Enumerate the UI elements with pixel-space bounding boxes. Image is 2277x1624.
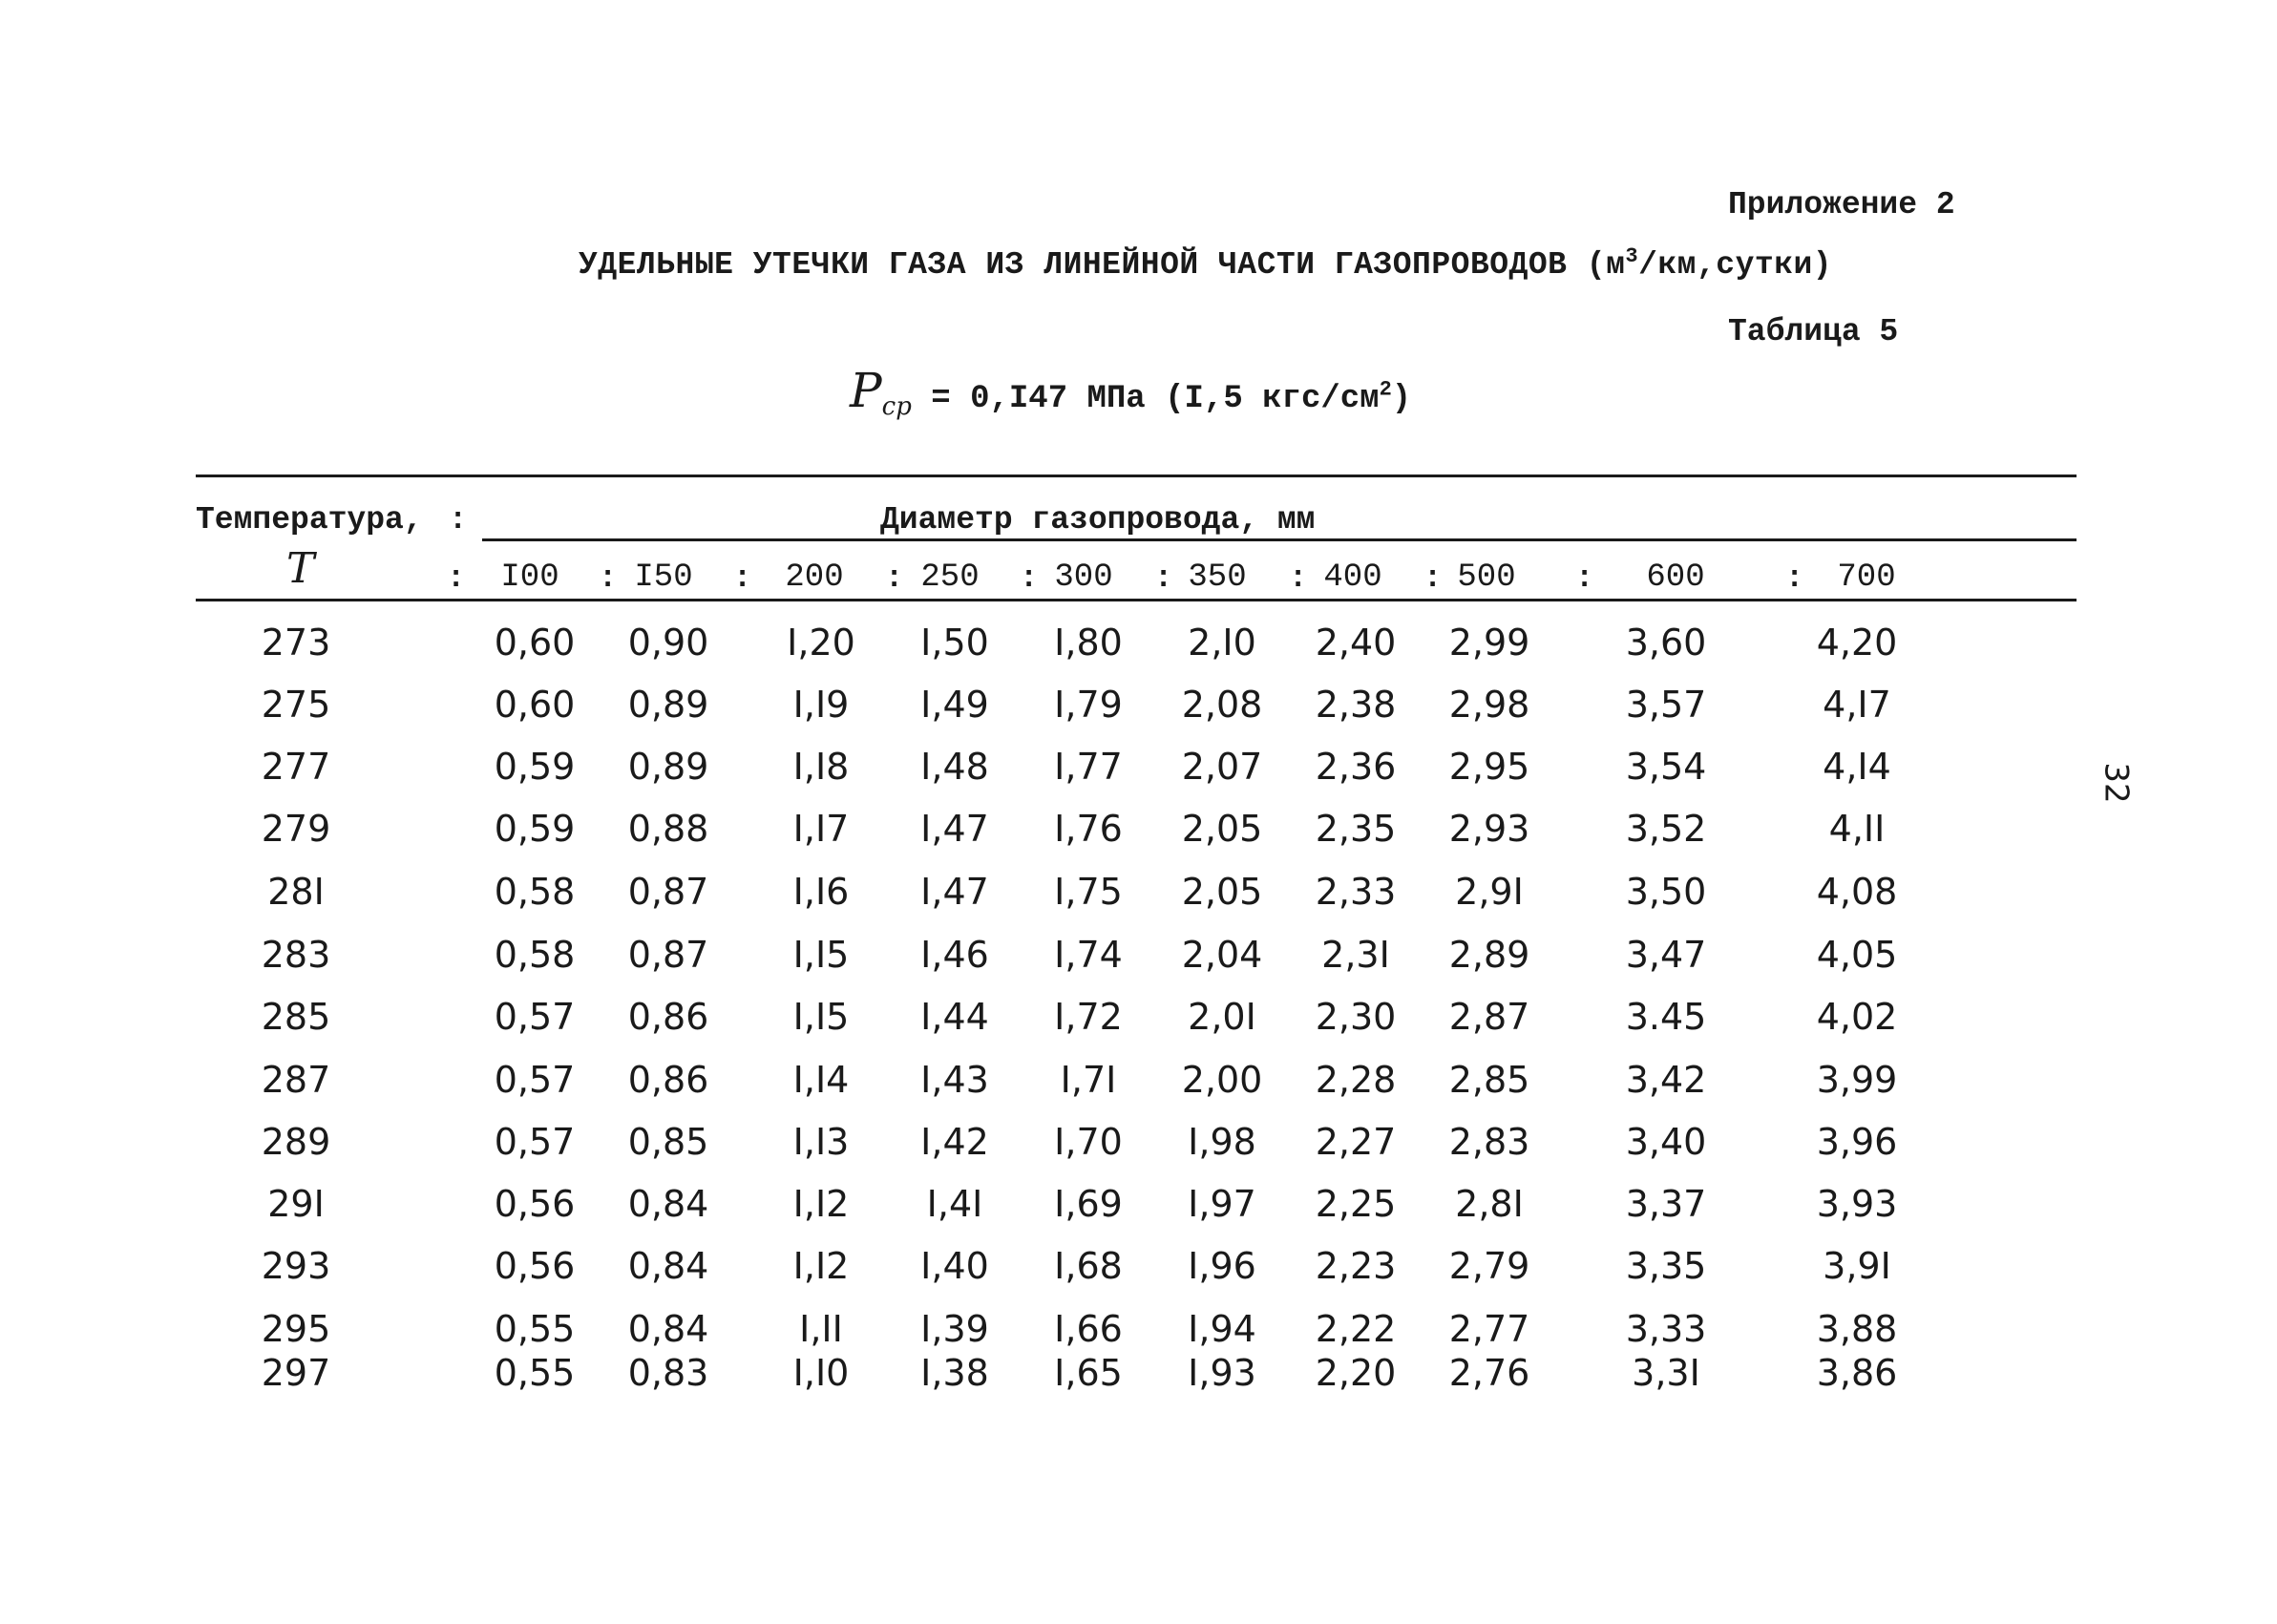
column-separator: :: [1785, 560, 1804, 596]
value-cell-d500: 2,93: [1448, 808, 1530, 850]
value-cell-d300: I,80: [1054, 622, 1123, 664]
value-cell-d350: 2,05: [1181, 808, 1263, 850]
column-header-700: 700: [1837, 559, 1896, 596]
value-cell-dI50: 0,90: [627, 622, 709, 664]
temperature-cell: 285: [261, 996, 331, 1038]
table-row: [0, 934, 2277, 981]
title-main: УДЕЛЬНЫЕ УТЕЧКИ ГАЗА ИЗ ЛИНЕЙНОЙ ЧАСТИ ГАЗОПРОВОДОВ (м: [579, 247, 1626, 283]
value-cell-dI50: 0,89: [627, 746, 709, 788]
value-cell-d350: I,94: [1188, 1308, 1256, 1350]
value-cell-d250: I,50: [920, 622, 989, 664]
pressure-superscript: 2: [1379, 377, 1392, 402]
document-title: [579, 244, 1832, 283]
value-cell-d600: 3,40: [1625, 1121, 1707, 1163]
value-cell-d250: I,40: [920, 1245, 989, 1287]
value-cell-d300: I,72: [1054, 996, 1123, 1038]
value-cell-d250: I,48: [920, 746, 989, 788]
value-cell-d200: I,I4: [792, 1059, 850, 1101]
pressure-subscript: ср: [881, 391, 912, 421]
value-cell-d500: 2,95: [1448, 746, 1530, 788]
temperature-cell: 283: [261, 934, 331, 976]
value-cell-d700: 3,88: [1816, 1308, 1898, 1350]
value-cell-d200: I,I5: [792, 934, 850, 976]
value-cell-dI00: 0,59: [494, 746, 576, 788]
table-row: [0, 871, 2277, 918]
value-cell-d700: 3,96: [1816, 1121, 1898, 1163]
value-cell-d250: I,49: [920, 684, 989, 726]
diameter-underline-rule: [482, 538, 2077, 541]
column-header-400: 400: [1323, 559, 1382, 596]
table-row: [0, 622, 2277, 669]
value-cell-d600: 3,33: [1625, 1308, 1707, 1350]
pressure-symbol: P: [850, 363, 882, 418]
table-row: [0, 1059, 2277, 1107]
value-cell-d500: 2,98: [1448, 684, 1530, 726]
value-cell-d350: I,96: [1188, 1245, 1256, 1287]
value-cell-d200: I,I5: [792, 996, 850, 1038]
temperature-cell: 279: [261, 808, 331, 850]
value-cell-dI00: 0,59: [494, 808, 576, 850]
temperature-cell: 293: [261, 1245, 331, 1287]
value-cell-d700: 3,99: [1816, 1059, 1898, 1101]
value-cell-dI50: 0,88: [627, 808, 709, 850]
value-cell-d350: 2,04: [1181, 934, 1263, 976]
value-cell-d350: 2,07: [1181, 746, 1263, 788]
value-cell-d200: I,I2: [792, 1245, 850, 1287]
value-cell-d600: 3,42: [1625, 1059, 1707, 1101]
value-cell-d350: 2,0I: [1188, 996, 1256, 1038]
table-row: [0, 1308, 2277, 1356]
value-cell-d500: 2,89: [1448, 934, 1530, 976]
temperature-symbol: T: [286, 544, 315, 593]
header-bottom-rule: [196, 599, 2077, 601]
table-row: [0, 1245, 2277, 1293]
table-label: Таблица 5: [1728, 314, 1899, 349]
table-row: [0, 1352, 2277, 1400]
temperature-cell: 287: [261, 1059, 331, 1101]
value-cell-d600: 3.45: [1625, 996, 1707, 1038]
value-cell-dI00: 0,56: [494, 1183, 576, 1225]
value-cell-d350: I,93: [1188, 1352, 1256, 1394]
value-cell-d500: 2,8I: [1455, 1183, 1524, 1225]
column-separator: :: [1289, 560, 1308, 596]
value-cell-dI50: 0,84: [627, 1183, 709, 1225]
value-cell-d500: 2,79: [1448, 1245, 1530, 1287]
table-row: [0, 808, 2277, 855]
value-cell-d400: 2,20: [1315, 1352, 1397, 1394]
value-cell-dI00: 0,56: [494, 1245, 576, 1287]
value-cell-d200: I,I8: [792, 746, 850, 788]
value-cell-d250: I,4I: [926, 1183, 983, 1225]
column-separator: :: [447, 560, 466, 596]
value-cell-d300: I,7I: [1060, 1059, 1117, 1101]
value-cell-dI00: 0,57: [494, 996, 576, 1038]
pressure-value: = 0,I47 МПа (I,5 кгс/см: [911, 381, 1380, 417]
value-cell-d600: 3,57: [1625, 684, 1707, 726]
value-cell-d300: I,74: [1054, 934, 1123, 976]
table-row: [0, 996, 2277, 1044]
temperature-cell: 273: [261, 622, 331, 664]
column-separator: :: [1154, 560, 1173, 596]
title-superscript: 3: [1625, 244, 1639, 268]
value-cell-d600: 3,37: [1625, 1183, 1707, 1225]
value-cell-d200: I,II: [799, 1308, 843, 1350]
value-cell-d250: I,43: [920, 1059, 989, 1101]
value-cell-d700: 3,86: [1816, 1352, 1898, 1394]
value-cell-d200: I,I2: [792, 1183, 850, 1225]
value-cell-d300: I,79: [1054, 684, 1123, 726]
value-cell-d400: 2,40: [1315, 622, 1397, 664]
value-cell-d600: 3,3I: [1632, 1352, 1700, 1394]
value-cell-d400: 2,36: [1315, 746, 1397, 788]
value-cell-d500: 2,83: [1448, 1121, 1530, 1163]
value-cell-d400: 2,35: [1315, 808, 1397, 850]
pressure-formula: [850, 363, 1411, 421]
value-cell-d700: 4,02: [1816, 996, 1898, 1038]
column-header-500: 500: [1457, 559, 1516, 596]
value-cell-d400: 2,25: [1315, 1183, 1397, 1225]
table-row: [0, 746, 2277, 793]
column-header-250: 250: [920, 559, 980, 596]
value-cell-d700: 4,08: [1816, 871, 1898, 913]
column-header-100: I00: [500, 559, 559, 596]
column-separator: :: [1020, 560, 1039, 596]
value-cell-d350: I,98: [1188, 1121, 1256, 1163]
value-cell-d250: I,46: [920, 934, 989, 976]
value-cell-d500: 2,87: [1448, 996, 1530, 1038]
pressure-tail: ): [1391, 381, 1412, 417]
value-cell-d700: 3,9I: [1823, 1245, 1891, 1287]
column-separator: :: [733, 560, 752, 596]
value-cell-d700: 4,05: [1816, 934, 1898, 976]
temperature-cell: 275: [261, 684, 331, 726]
value-cell-d350: 2,05: [1181, 871, 1263, 913]
column-separator: :: [1423, 560, 1443, 596]
value-cell-d700: 4,I7: [1823, 684, 1891, 726]
value-cell-d200: I,20: [787, 622, 855, 664]
column-separator: :: [885, 560, 904, 596]
title-tail: /км,сутки): [1638, 247, 1833, 283]
value-cell-d700: 3,93: [1816, 1183, 1898, 1225]
value-cell-dI00: 0,55: [494, 1352, 576, 1394]
column-header-350: 350: [1188, 559, 1247, 596]
value-cell-d400: 2,23: [1315, 1245, 1397, 1287]
page-number: 32: [2097, 762, 2136, 804]
value-cell-d200: I,I6: [792, 871, 850, 913]
value-cell-d300: I,70: [1054, 1121, 1123, 1163]
value-cell-dI50: 0,86: [627, 996, 709, 1038]
temperature-cell: 28I: [267, 871, 325, 913]
value-cell-dI50: 0,89: [627, 684, 709, 726]
value-cell-d500: 2,77: [1448, 1308, 1530, 1350]
value-cell-d350: 2,I0: [1188, 622, 1256, 664]
value-cell-d250: I,39: [920, 1308, 989, 1350]
value-cell-dI00: 0,55: [494, 1308, 576, 1350]
value-cell-d250: I,47: [920, 808, 989, 850]
value-cell-d250: I,47: [920, 871, 989, 913]
value-cell-d250: I,44: [920, 996, 989, 1038]
value-cell-dI00: 0,58: [494, 934, 576, 976]
value-cell-d700: 4,II: [1828, 808, 1886, 850]
column-header-200: 200: [785, 559, 844, 596]
value-cell-d300: I,66: [1054, 1308, 1123, 1350]
value-cell-d400: 2,22: [1315, 1308, 1397, 1350]
value-cell-d400: 2,28: [1315, 1059, 1397, 1101]
diameter-header: Диаметр газопровода, мм: [880, 502, 1316, 538]
value-cell-dI50: 0,85: [627, 1121, 709, 1163]
appendix-label: Приложение 2: [1728, 187, 1955, 222]
value-cell-d700: 4,20: [1816, 622, 1898, 664]
value-cell-dI00: 0,57: [494, 1059, 576, 1101]
temperature-header: Температура,: [196, 502, 423, 538]
temperature-cell: 295: [261, 1308, 331, 1350]
value-cell-d700: 4,I4: [1823, 746, 1891, 788]
value-cell-d200: I,I7: [792, 808, 850, 850]
value-cell-dI50: 0,86: [627, 1059, 709, 1101]
value-cell-d600: 3,52: [1625, 808, 1707, 850]
value-cell-dI50: 0,87: [627, 934, 709, 976]
value-cell-dI00: 0,60: [494, 622, 576, 664]
value-cell-dI50: 0,83: [627, 1352, 709, 1394]
value-cell-d500: 2,85: [1448, 1059, 1530, 1101]
column-separator: :: [599, 560, 618, 596]
column-separator: :: [1575, 560, 1594, 596]
value-cell-d250: I,42: [920, 1121, 989, 1163]
value-cell-d350: I,97: [1188, 1183, 1256, 1225]
value-cell-d400: 2,33: [1315, 871, 1397, 913]
value-cell-dI50: 0,84: [627, 1308, 709, 1350]
value-cell-d200: I,I0: [792, 1352, 850, 1394]
value-cell-d500: 2,76: [1448, 1352, 1530, 1394]
value-cell-d350: 2,00: [1181, 1059, 1263, 1101]
value-cell-dI00: 0,60: [494, 684, 576, 726]
value-cell-d400: 2,30: [1315, 996, 1397, 1038]
value-cell-dI00: 0,58: [494, 871, 576, 913]
temperature-cell: 297: [261, 1352, 331, 1394]
value-cell-d300: I,76: [1054, 808, 1123, 850]
value-cell-d200: I,I3: [792, 1121, 850, 1163]
value-cell-d500: 2,99: [1448, 622, 1530, 664]
table-top-rule: [196, 475, 2077, 477]
value-cell-d300: I,69: [1054, 1183, 1123, 1225]
value-cell-d600: 3,35: [1625, 1245, 1707, 1287]
value-cell-d300: I,65: [1054, 1352, 1123, 1394]
value-cell-dI50: 0,84: [627, 1245, 709, 1287]
value-cell-d500: 2,9I: [1455, 871, 1524, 913]
temperature-cell: 289: [261, 1121, 331, 1163]
value-cell-d600: 3,54: [1625, 746, 1707, 788]
value-cell-d300: I,77: [1054, 746, 1123, 788]
value-cell-d600: 3,60: [1625, 622, 1707, 664]
header-separator: :: [449, 502, 468, 538]
temperature-cell: 277: [261, 746, 331, 788]
value-cell-d600: 3,47: [1625, 934, 1707, 976]
value-cell-d200: I,I9: [792, 684, 850, 726]
value-cell-d300: I,68: [1054, 1245, 1123, 1287]
table-row: [0, 1121, 2277, 1169]
value-cell-d350: 2,08: [1181, 684, 1263, 726]
table-row: [0, 684, 2277, 731]
value-cell-dI00: 0,57: [494, 1121, 576, 1163]
value-cell-d400: 2,27: [1315, 1121, 1397, 1163]
temperature-cell: 29I: [267, 1183, 325, 1225]
value-cell-d250: I,38: [920, 1352, 989, 1394]
value-cell-d400: 2,3I: [1321, 934, 1390, 976]
value-cell-d400: 2,38: [1315, 684, 1397, 726]
column-header-600: 600: [1646, 559, 1705, 596]
column-header-300: 300: [1054, 559, 1113, 596]
column-header-150: I50: [634, 559, 693, 596]
value-cell-dI50: 0,87: [627, 871, 709, 913]
value-cell-d600: 3,50: [1625, 871, 1707, 913]
table-row: [0, 1183, 2277, 1231]
value-cell-d300: I,75: [1054, 871, 1123, 913]
